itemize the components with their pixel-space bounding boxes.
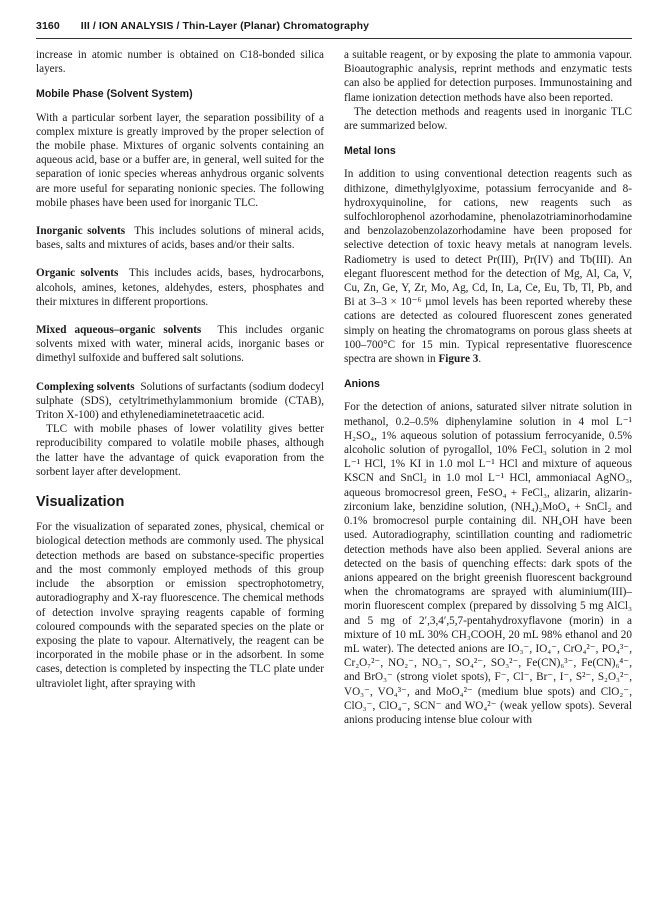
complexing-solvents-text: Solutions of surfactants (sodium dodecyl sulphate (SDS), cetyltrimethylammonium bromide (CTAB), Triton X-100) and ethylenediaminetetraacetic acid.	[36, 380, 324, 422]
visualization-heading: Visualization	[36, 494, 125, 511]
running-title: III / ION ANALYSIS / Thin-Layer (Planar) Chromatography	[80, 20, 370, 32]
organic-solvents-label: Organic solvents	[36, 267, 119, 280]
continuation-paragraph: increase in atomic number is obtained on C18-bonded silica layers.	[36, 49, 324, 76]
mobile-phase-intro: With a particular sorbent layer, the separation possibility of a complex mixture is greatly improved by the proper selection of the mobile phase. Mixtures of organic solvents containing an aqueous acid, base or a buffer are, in general, well suited for the separation of ionic species whereas anhydrous organic solvents are more useful for separating nonionic species. The following mobile phases have been used for inorganic TLC.	[36, 111, 324, 209]
mixed-solvents-paragraph	[36, 323, 324, 366]
left-column	[36, 48, 324, 691]
inorganic-solvents-text: This includes solutions of mineral acids, bases, salts and mixtures of acids, bases and/or their salts.	[36, 225, 324, 252]
visualization-paragraph: For the visualization of separated zones, physical, chemical or biological detection methods are commonly used. The physical detection methods are based on substance-specific properties and the most commonly employed methods of this group include the absorption or emission spectrophotometry, autoradiography and X-ray fluorescence. The chemical methods of detection involve spraying reagents capable of forming coloured compounds with the separated species on the plate or exposing the plate to vapour. Alternatively, the reagent can be incorporated in the mobile phase or in the adsorbent. In some cases, detection is completed by inspecting the TLC plate under ultraviolet light, after spraying with	[36, 521, 324, 690]
mixed-solvents-label: Mixed aqueous–organic solvents	[36, 324, 202, 337]
inorganic-solvents-paragraph	[36, 224, 324, 252]
summary-paragraph: The detection methods and reagents used in inorganic TLC are summarized below.	[344, 105, 632, 133]
anions-heading: Anions	[344, 378, 380, 391]
organic-solvents-paragraph	[36, 266, 324, 309]
metal-ions-end: .	[478, 353, 482, 366]
running-head	[36, 20, 632, 32]
mixed-solvents-text: This includes organic solvents mixed with water, mineral acids, inorganic bases or dimethyl sulfoxide and buffered salt solutions.	[36, 324, 324, 365]
organic-solvents-text: This includes acids, bases, hydrocarbons, alcohols, amines, ketones, aldehydes, esters, phosphates and their mixtures in different proportions.	[36, 267, 324, 308]
inorganic-solvents-label: Inorganic solvents	[36, 225, 126, 238]
mobile-phase-heading: Mobile Phase (Solvent System)	[36, 88, 193, 101]
complexing-solvents-label: Complexing solvents	[36, 380, 135, 393]
anions-paragraph: For the detection of anions, saturated silver nitrate solution in methanol, 0.2–0.5% diphenylamine solution in 4 mol L⁻¹ H₂SO₄, 1% aqueous solution of potassium ferrocyanide, 0.5% alcoholic solution of pyrogallol, 10% FeCl₃ solution in 2 mol L⁻¹ HCl, 1% KI in 1.0 mol L⁻¹ HCl and mixture of aqueous KSCN and SnCl₂ in 1.0 mol L⁻¹ HCl, ammoniacal AgNO₃, aqueous bromocresol green, FeSO₄ + FeCl₃, alizarin, alizarin-zirconium lake, benzidine solution, (NH₄)₂MoO₄ + SnCl₂ and 0.1% bromocresol purple containing dil. NH₄OH have been used. Autoradiography, scintillation counting and radiometric detection methods have also been applied. Several anions are detected on the basis of quenching effects: dark spots of the anions appeared on the bright greenish fluorescent background when the chromatograms are sprayed with aluminium(III)–morin fluorescent complex (prepared by dissolving 5 mg AlCl₃ and 5 mg of 2′,3,4′,5,7-pentahydroxyflavone (morin) in a mixture of 10 mL 30% CH₃COOH, 20 mL 98% ethanol and 20 mL water). The detected anions are IO₃⁻, IO₄⁻, CrO₄²⁻, PO₄³⁻, Cr₂O₇²⁻, NO₂⁻, NO₃⁻, SO₄²⁻, SO₃²⁻, Fe(CN)₆³⁻, Fe(CN)₆⁴⁻, and BrO₃⁻ (strong violet spots), F⁻, Cl⁻, Br⁻, I⁻, S²⁻, S₂O₃²⁻, VO₃⁻, VO₄³⁻, and MoO₄²⁻ (medium blue spots) and ClO₂⁻, ClO₃⁻, ClO₄⁻, SCN⁻ and WO₄²⁻ (weak yellow spots). Several anions producing intense blue colour with	[344, 401, 632, 726]
header-rule	[36, 38, 632, 39]
page-number: 3160	[36, 20, 60, 32]
continuation-paragraph-right: a suitable reagent, or by exposing the plate to ammonia vapour. Bioautographic analysis, reprint methods and enzymatic tests can also be applied for detection purposes. Immunostaining and flame ionization detection methods have also been reported.	[344, 49, 632, 104]
metal-ions-heading: Metal Ions	[344, 145, 396, 158]
figure-3-reference[interactable]: Figure 3	[438, 353, 479, 366]
metal-ions-paragraph	[344, 167, 632, 366]
tlc-volatility-paragraph: TLC with mobile phases of lower volatility gives better reproducibility compared to volatile mobile phases, although the latter have the advantage of quick evaporation from the sorbent layer after development.	[36, 423, 324, 478]
metal-ions-text: In addition to using conventional detection reagents such as dithizone, dimethylglyoxime, potassium ferrocyanide and 8-hydroxyquinoline, for cations, new reagents such as sulfochlorophenol azorhodamine, phenolazotriaminorhodamine and benzolazobenzolazorhodamine have been proposed for selective detection of toxic heavy metals at nanogram levels. Radiometry is used to detect Pr(III), Pr(IV) and Tb(III). An elegant fluorescent method for the detection of Mg, Al, Ca, V, Cu, Zn, Ge, Y, Zr, Mo, Ag, Cd, In, La, Ce, Eu, Tb, Tl, Pb, and Bi at 3–3 × 10⁻⁶ µmol levels has been reported whereby these cations are detected as coloured fluorescent zones generated simply on heating the chromatograms on porous glass sheets at 100–700°C for 15 min. Typical representative fluorescence spectra are shown in	[344, 168, 632, 366]
right-column	[344, 48, 632, 727]
complexing-solvents-paragraph	[36, 380, 324, 423]
